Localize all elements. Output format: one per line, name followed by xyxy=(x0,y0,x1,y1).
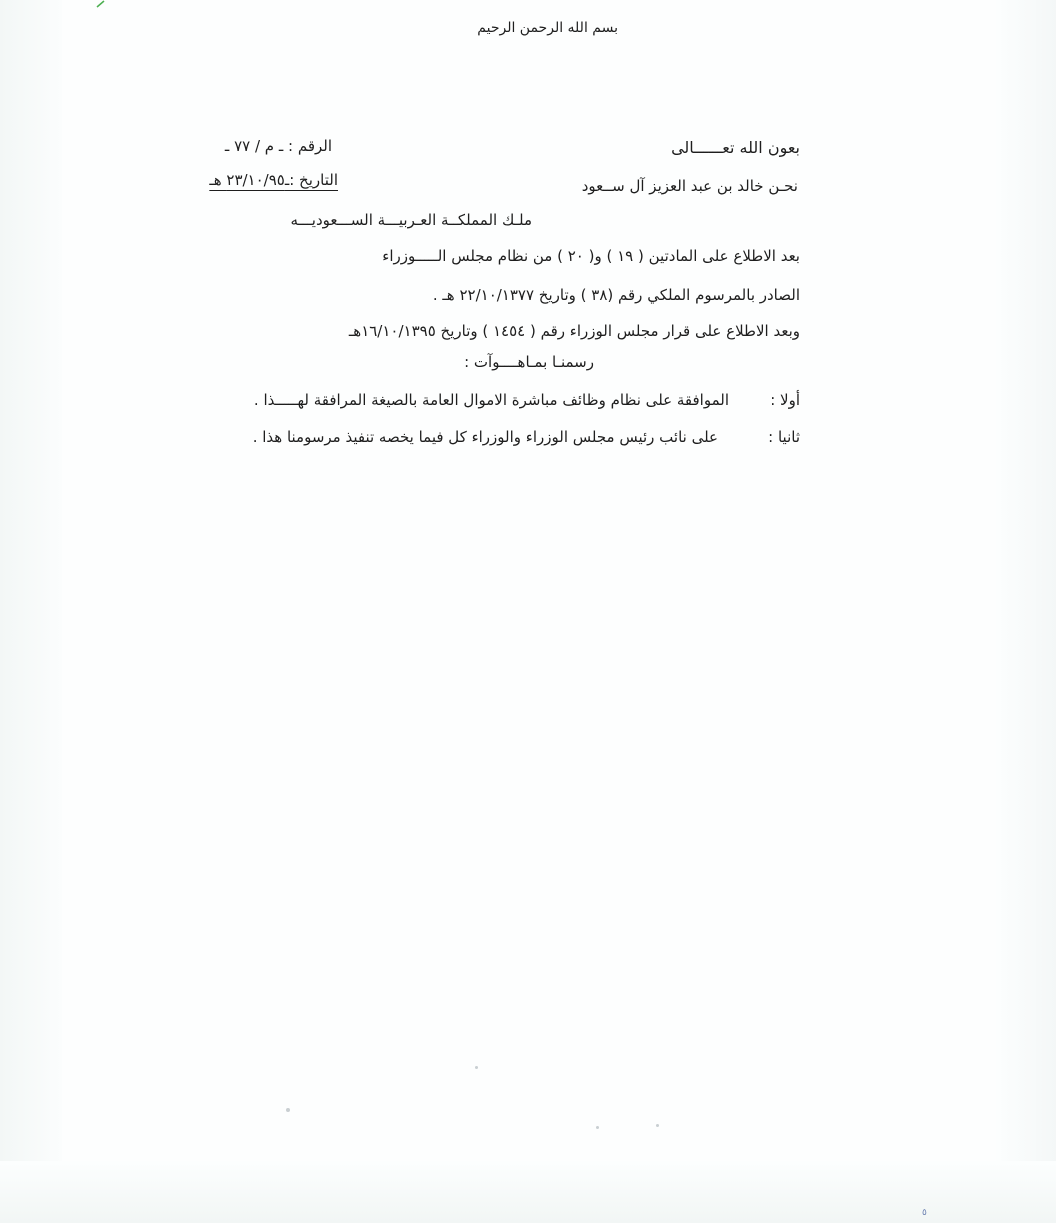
decree-number: الرقم : ـ م / ٧٧ ـ xyxy=(224,137,332,155)
preamble-line-3: وبعد الاطلاع على قرار مجلس الوزراء رقم ( ١٤٥٤ ) وتاريخ ١٦/١٠/١٣٩٥هـ xyxy=(348,322,800,340)
decree-phrase: رسمنـا بمـاهــــوآت : xyxy=(464,353,594,371)
issuer-line: نحـن خالد بن عبد العزيز آل ســعود xyxy=(581,177,798,195)
article-1-text: الموافقة على نظام وظائف مباشرة الاموال العامة بالصيغة المرافقة لهـــــذا . xyxy=(253,391,729,409)
article-1-label: أولا : xyxy=(770,391,800,409)
scan-speck xyxy=(475,1066,478,1069)
scan-speck xyxy=(596,1126,599,1129)
page-number: ٥ xyxy=(922,1208,927,1218)
divine-help-line: بعون الله تعــــــالى xyxy=(671,138,800,157)
basmala: بسم الله الرحمن الرحيم xyxy=(477,20,618,36)
scan-speck xyxy=(656,1124,659,1127)
preamble-line-2: الصادر بالمرسوم الملكي رقم (٣٨ ) وتاريخ ٢٢/١٠/١٣٧٧ هـ . xyxy=(432,286,800,304)
article-2-label: ثانيا : xyxy=(768,428,800,446)
preamble-line-1: بعد الاطلاع على المادتين ( ١٩ ) و( ٢٠ ) من نظام مجلس الـــــوزراء xyxy=(382,247,800,265)
corner-mark-icon xyxy=(96,0,110,8)
scan-speck xyxy=(286,1108,290,1112)
scan-edge-bottom xyxy=(0,1161,1056,1223)
article-2-text: على نائب رئيس مجلس الوزراء والوزراء كل فيما يخصه تنفيذ مرسومنا هذا . xyxy=(252,428,718,446)
scan-edge-right xyxy=(996,0,1056,1223)
scan-edge-left xyxy=(0,0,62,1223)
decree-date: التاريخ :ـ٢٣/١٠/٩٥ هـ xyxy=(209,171,338,189)
issuer-title: ملـك المملكــة العـربيـــة الســـعوديـــه xyxy=(290,211,532,229)
